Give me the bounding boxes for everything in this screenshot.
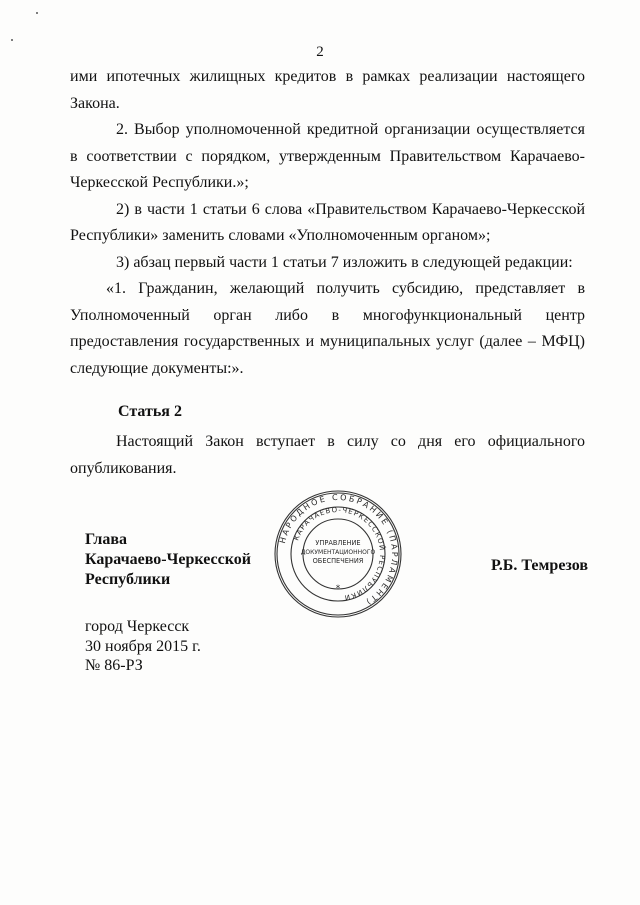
seal-center-line: УПРАВЛЕНИЕ (315, 539, 361, 547)
paragraph: 3) абзац первый части 1 статьи 7 изложить в следующей редакции: (116, 253, 573, 271)
amendment-text (70, 64, 585, 382)
date: 30 ноября 2015 г. (85, 637, 201, 655)
signatory-title-line: Республики (85, 571, 171, 588)
signatory-name: Р.Б. Темрезов (491, 557, 588, 574)
city: город Черкесск (85, 618, 190, 635)
official-seal-stamp (272, 488, 404, 620)
seal-outer-text: НАРОДНОЕ СОБРАНИЕ (ПАРЛАМЕНТ) (278, 492, 400, 608)
article-2-heading: Статья 2 (118, 403, 182, 420)
page-number: 2 (316, 44, 324, 60)
paragraph: 2. Выбор уполномоченной кредитной организации осуществляется в соответствии с порядком, утвержденным Правительством Карачаево-Черкесской Республики.»; (70, 121, 585, 191)
scan-speck (11, 39, 13, 41)
paragraph: «1. Гражданин, желающий получить субсидию, представляет в Уполномоченный орган либо в многофункциональный центр предоставления государственных и муниципальных услуг (далее – МФЦ) следующие документы:». (70, 280, 585, 377)
paragraph: Настоящий Закон вступает в силу со дня его официального опубликования. (70, 433, 585, 477)
seal-ring-text: КАРАЧАЕВО-ЧЕРКЕССКОЙ РЕСПУБЛИКИ (292, 505, 387, 602)
signatory-title (85, 530, 251, 590)
signatory-title-line: Глава (85, 531, 127, 548)
seal-star-icon: * (335, 584, 341, 594)
place-date-number (85, 617, 201, 676)
signatory-title-line: Карачаево-Черкесской (85, 551, 251, 568)
scan-speck (36, 12, 38, 14)
seal-center-line: ОБЕСПЕЧЕНИЯ (312, 557, 364, 565)
seal-center-line: ДОКУМЕНТАЦИОННОГО (300, 549, 376, 556)
article-2-body (70, 429, 585, 482)
paragraph: 2) в части 1 статьи 6 слова «Правительством Карачаево-Черкесской Республики» заменить словами «Уполномоченным органом»; (70, 200, 585, 244)
paragraph: ими ипотечных жилищных кредитов в рамках реализации настоящего Закона. (70, 68, 585, 112)
law-number: № 86-РЗ (85, 657, 143, 674)
